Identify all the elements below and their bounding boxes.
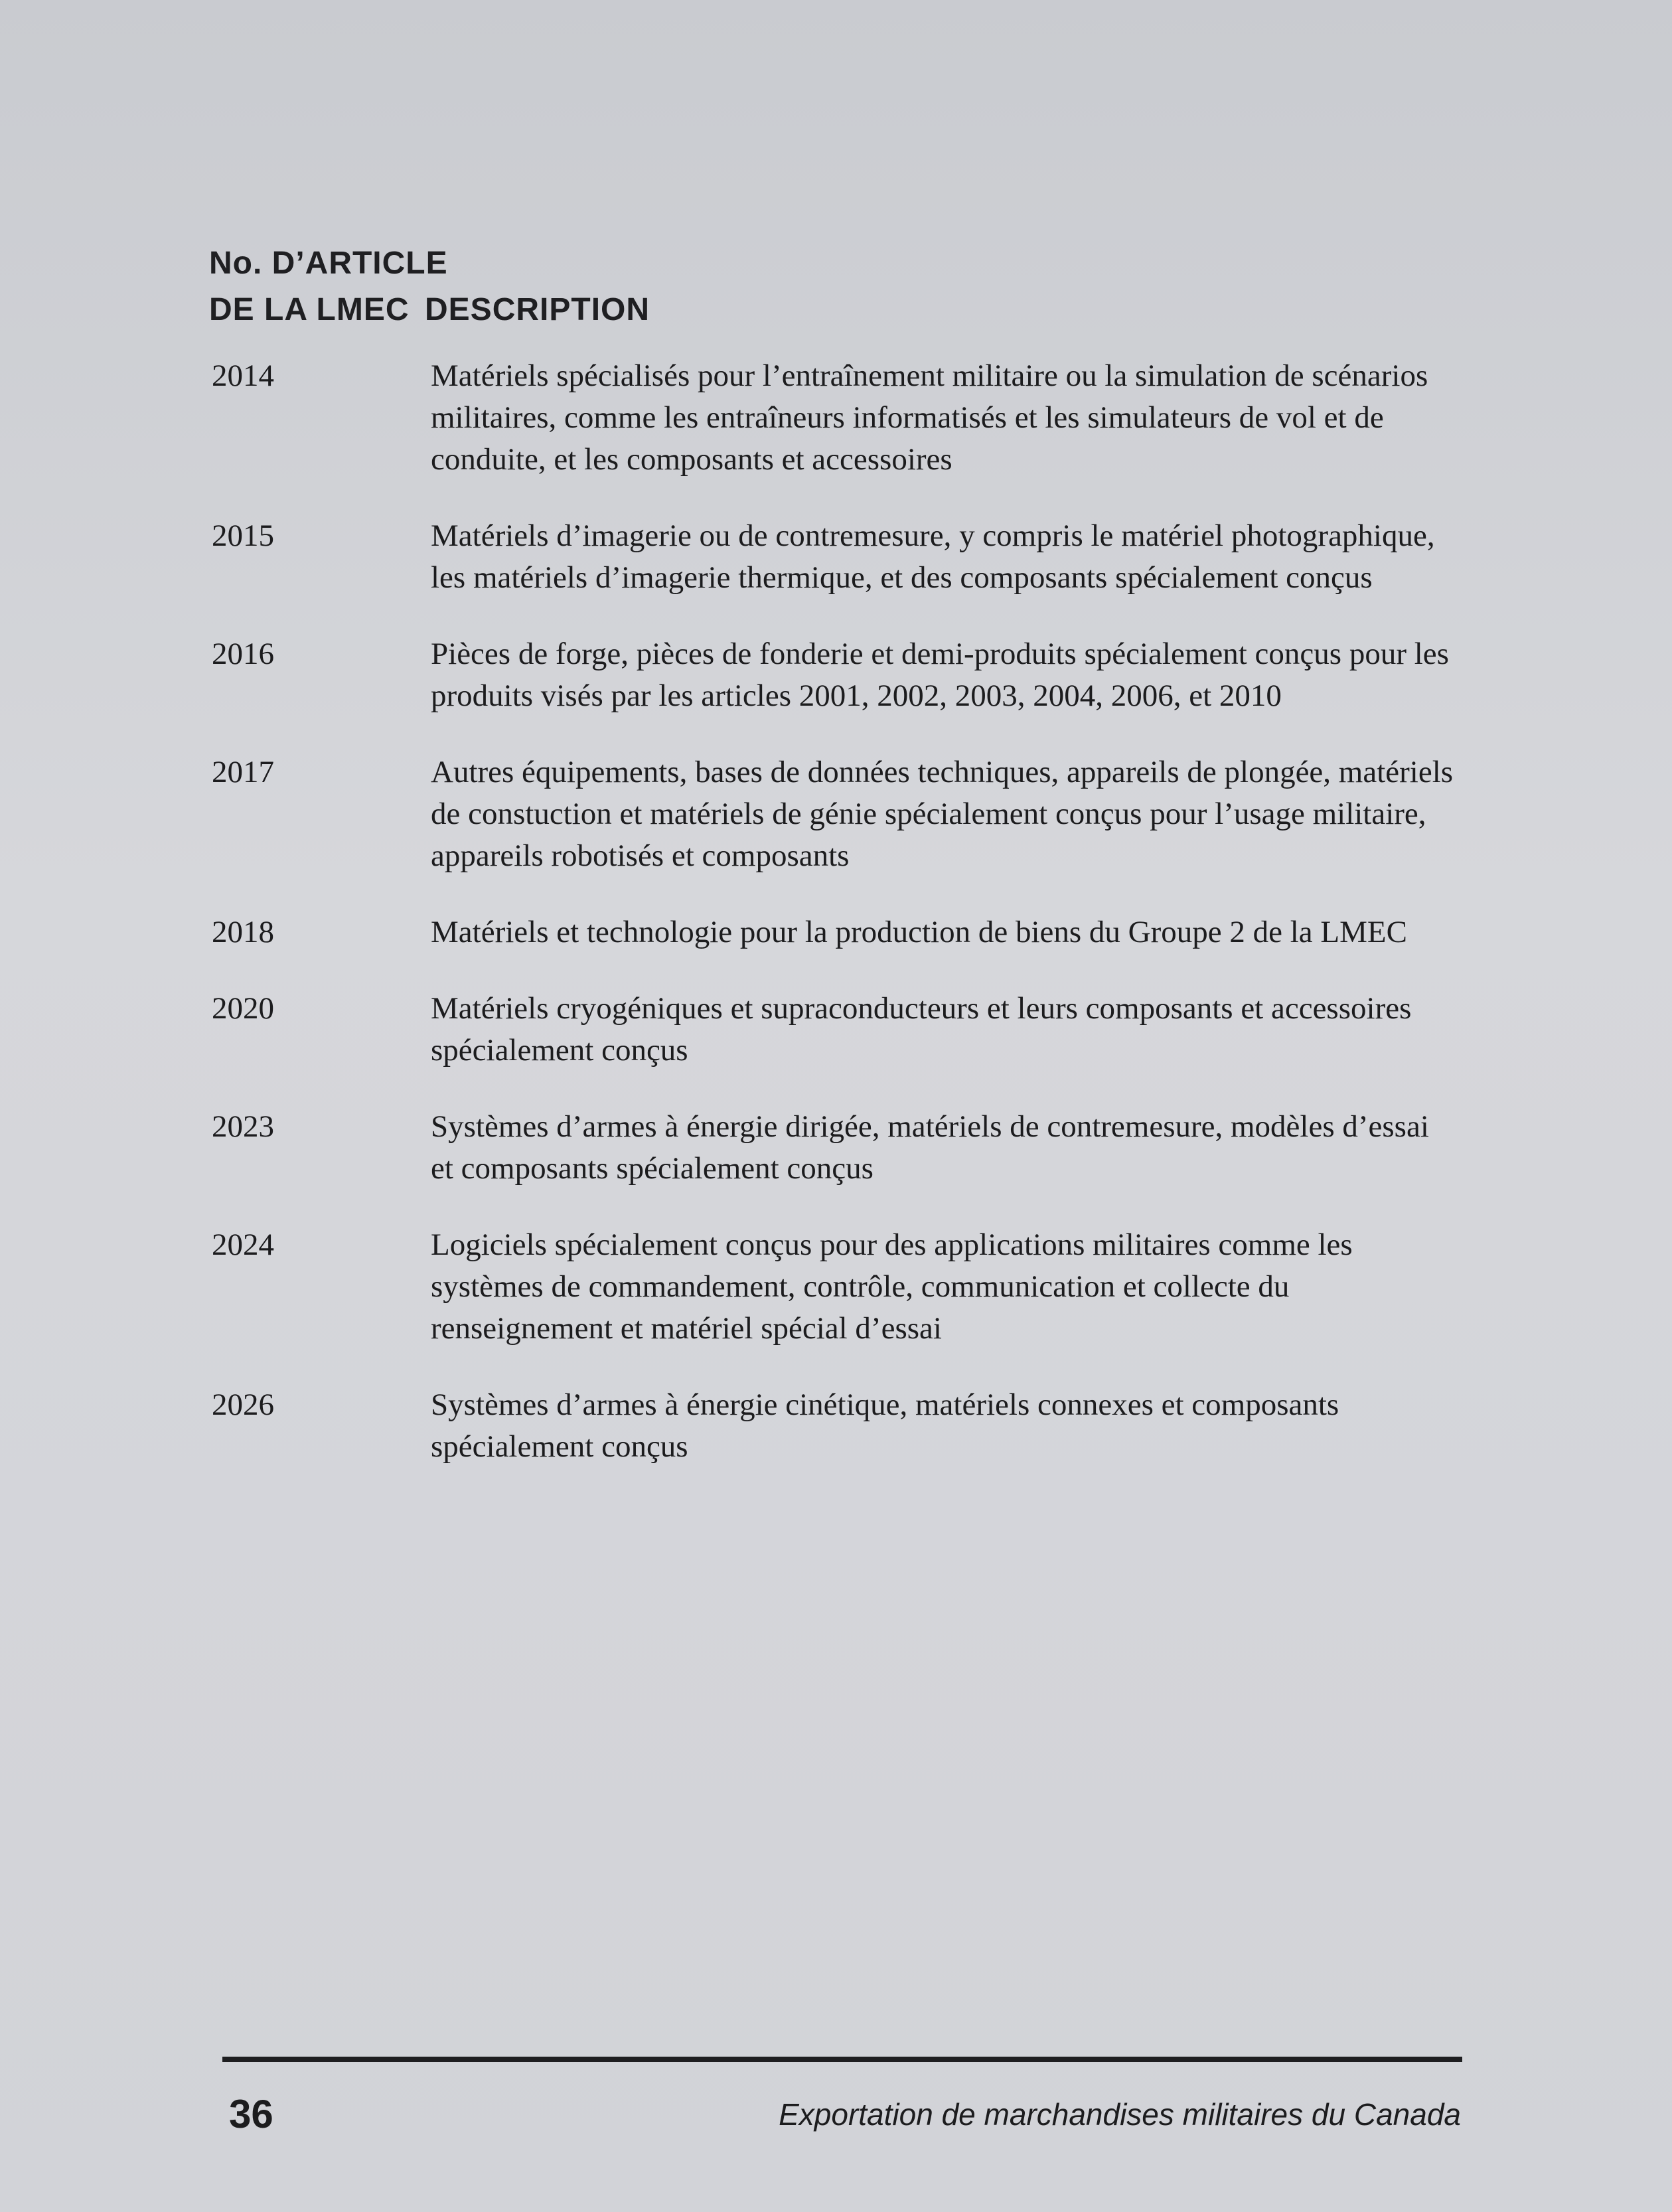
article-description: Systèmes d’armes à énergie dirigée, matériels de contremesure, modèles d’essai et composants spécialement conçus (431, 1109, 1429, 1186)
article-description: Autres équipements, bases de données techniques, appareils de plongée, matériels de constuction et matériels de génie spécialement conçus pour l’usage militaire, appareils robotisés et composants (431, 755, 1454, 873)
article-description: Matériels cryogéniques et supraconducteurs et leurs composants et accessoires spécialement conçus (431, 991, 1412, 1067)
article-number: 2015 (212, 518, 274, 553)
article-number: 2016 (212, 637, 274, 671)
article-number: 2017 (212, 755, 274, 789)
footer-rule (222, 2057, 1462, 2062)
article-description: Matériels et technologie pour la production de biens du Groupe 2 de la LMEC (431, 915, 1407, 949)
article-description: Logiciels spécialement conçus pour des applications militaires comme les systèmes de commandement, contrôle, communication et collecte du renseignement et matériel spécial d’essai (431, 1227, 1353, 1346)
article-row (209, 1224, 1457, 1350)
header-article-number-line1: No. D’ARTICLE (209, 246, 448, 281)
table-header (209, 240, 650, 333)
article-row (209, 633, 1457, 717)
article-number: 2026 (212, 1387, 274, 1422)
article-description: Matériels d’imagerie ou de contremesure, y compris le matériel photographique, les matériels d’imagerie thermique, et des composants spécialement conçus (431, 518, 1435, 595)
article-number: 2023 (212, 1109, 274, 1144)
header-description: DESCRIPTION (425, 292, 650, 327)
article-description: Pièces de forge, pièces de fonderie et demi-produits spécialement conçus pour les produits visés par les articles 2001, 2002, 2003, 2004, 2006, et 2010 (431, 637, 1449, 713)
article-row (209, 355, 1457, 481)
page-number: 36 (229, 2092, 273, 2136)
article-row (209, 988, 1457, 1071)
article-number: 2020 (212, 991, 274, 1026)
article-description: Matériels spécialisés pour l’entraînement militaire ou la simulation de scénarios militaires, comme les entraîneurs informatisés et les simulateurs de vol et de conduite, et les composants et accessoires (431, 358, 1428, 477)
article-row (209, 515, 1457, 599)
article-description: Systèmes d’armes à énergie cinétique, matériels connexes et composants spécialement conçus (431, 1387, 1339, 1464)
article-list (209, 355, 1457, 1502)
article-row (209, 751, 1457, 877)
article-row (209, 911, 1457, 953)
article-row (209, 1384, 1457, 1468)
article-number: 2024 (212, 1227, 274, 1262)
header-article-number-line2: DE LA LMEC (209, 292, 410, 327)
article-number: 2014 (212, 358, 274, 393)
article-number: 2018 (212, 915, 274, 949)
article-row (209, 1106, 1457, 1190)
running-title: Exportation de marchandises militaires du Canada (779, 2097, 1461, 2132)
